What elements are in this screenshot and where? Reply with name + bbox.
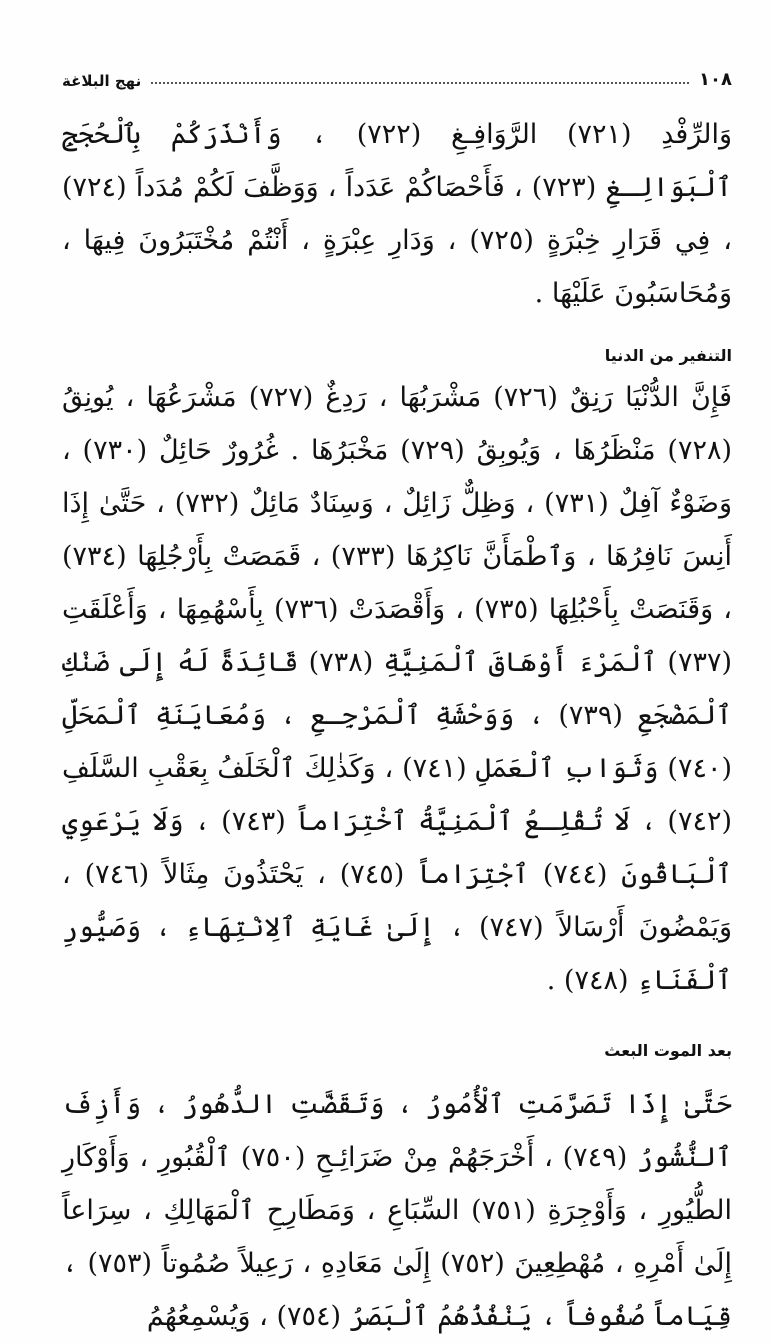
baath-paragraph: حَتَّىٰ إِذَا تَصَرَّمَتِ ٱلْأُمُورُ ، وَتَقَضَّتِ الدُّهُورُ ، وَأَزِفَ ٱلنُّشُورُ (٧٤٩) ، أَخْرَجَهُمْ مِنْ ضَرَائِـحِ (٧٥٠) ٱلْقُبُورِ ، وَأَوْكَارِ الطُّيُورِ ، وَأَوْجِرَةِ (٧٥١) السِّبَاعِ ، وَمَطَارِحِ ٱلْمَهَالِكِ ، سِرَاعاً إِلَىٰ أَمْرِهِ ، مُهْطِعِينَ (٧٥٢) إِلَىٰ مَعَادِهِ ، رَعِيلاً صُمُوتاً (٧٥٣) ، قِيَاماً صُفُوفاً ، يَنْفُذُهُمُ ٱلْبَصَرُ (٧٥٤) ، وَيُسْمِعُهُمُ xyxy=(62,1089,733,1332)
page-body xyxy=(62,108,732,1343)
section-heading-dunya: التنفير من الدنيا xyxy=(604,346,732,365)
header-dotted-leader xyxy=(151,82,689,84)
running-title: نهج البلاغة xyxy=(62,72,142,90)
page-number: ١٠٨ xyxy=(699,69,732,90)
page-header xyxy=(62,60,732,90)
dunya-paragraph: فَإِنَّ الدُّنْيَا رَنِقٌ (٧٢٦) مَشْرَبُهَا ، رَدِغٌ (٧٢٧) مَشْرَعُهَا ، يُونِقُ (٧٢٨) مَنْظَرُهَا ، وَيُوبِقُ (٧٢٩) مَخْبَرُهَا . غُرُورٌ حَائِلٌ (٧٣٠) ، وَضَوْءٌ آفِلٌ (٧٣١) ، وَظِلٌّ زَائِلٌ ، وَسِنَادٌ مَائِلٌ (٧٣٢) ، حَتَّىٰ إِذَا أَنِسَ نَافِرُهَا ، وَٱطْمَأَنَّ نَاكِرُهَا (٧٣٣) ، قَمَصَتْ بِأَرْجُلِهَا (٧٣٤) ، وَقَنَصَتْ بِأَحْبُلِهَا (٧٣٥) ، وَأَقْصَدَتْ (٧٣٦) بِأَسْهُمِهَا ، وَأَعْلَقَتِ (٧٣٧) ٱلْمَرْءَ أَوْهَاقَ ٱلْمَنِيَّةِ (٧٣٨) قَائِدَةً لَهُ إِلَى ضَنْكِ ٱلْمَضْجَعِ (٧٣٩) ، وَوَحْشَةِ ٱلْمَرْجِـعِ ، وَمُعَايَنَةِ ٱلْمَحَلِّ (٧٤٠) وَثَوَابِ ٱلْعَمَلِ (٧٤١) ، وَكَذٰلِكَ ٱلْخَلَفُ بِعَقْبِ السَّلَفِ (٧٤٢) ، لَا تُقْلِـعُ ٱلْمَنِيَّةُ ٱخْتِرَاماً (٧٤٣) ، وَلَا يَرْعَوِي ٱلْبَاقُونَ (٧٤٤) ٱجْتِرَاماً (٧٤٥) ، يَحْتَذُونَ مِثَالاً (٧٤٦) ، وَيَمْضُونَ أَرْسَالاً (٧٤٧) ، إِلَىٰ غَايَةِ ٱلِانْتِهَاءِ ، وَصَيُّورِ ٱلْفَنَاءِ (٧٤٨) . xyxy=(62,382,733,996)
section-heading-baath: بعد الموت البعث xyxy=(604,1041,732,1060)
intro-paragraph: وَالرِّفْدِ (٧٢١) الرَّوَافِـغِ (٧٢٢) ، وَأَنْذَرَكُمْ بِٱلْحُجَجِ ٱلْبَوَالِـغِ (٧٢٣) ، فَأَحْصَاكُمْ عَدَداً ، وَوَظَّفَ لَكُمْ مُدَداً (٧٢٤) ، فِي قَرَارِ خِبْرَةٍ (٧٢٥) ، وَدَارِ عِبْرَةٍ ، أَنْتُمْ مُخْتَبَرُونَ فِيهَا ، وَمُحَاسَبُونَ عَلَيْهَا . xyxy=(62,119,732,309)
